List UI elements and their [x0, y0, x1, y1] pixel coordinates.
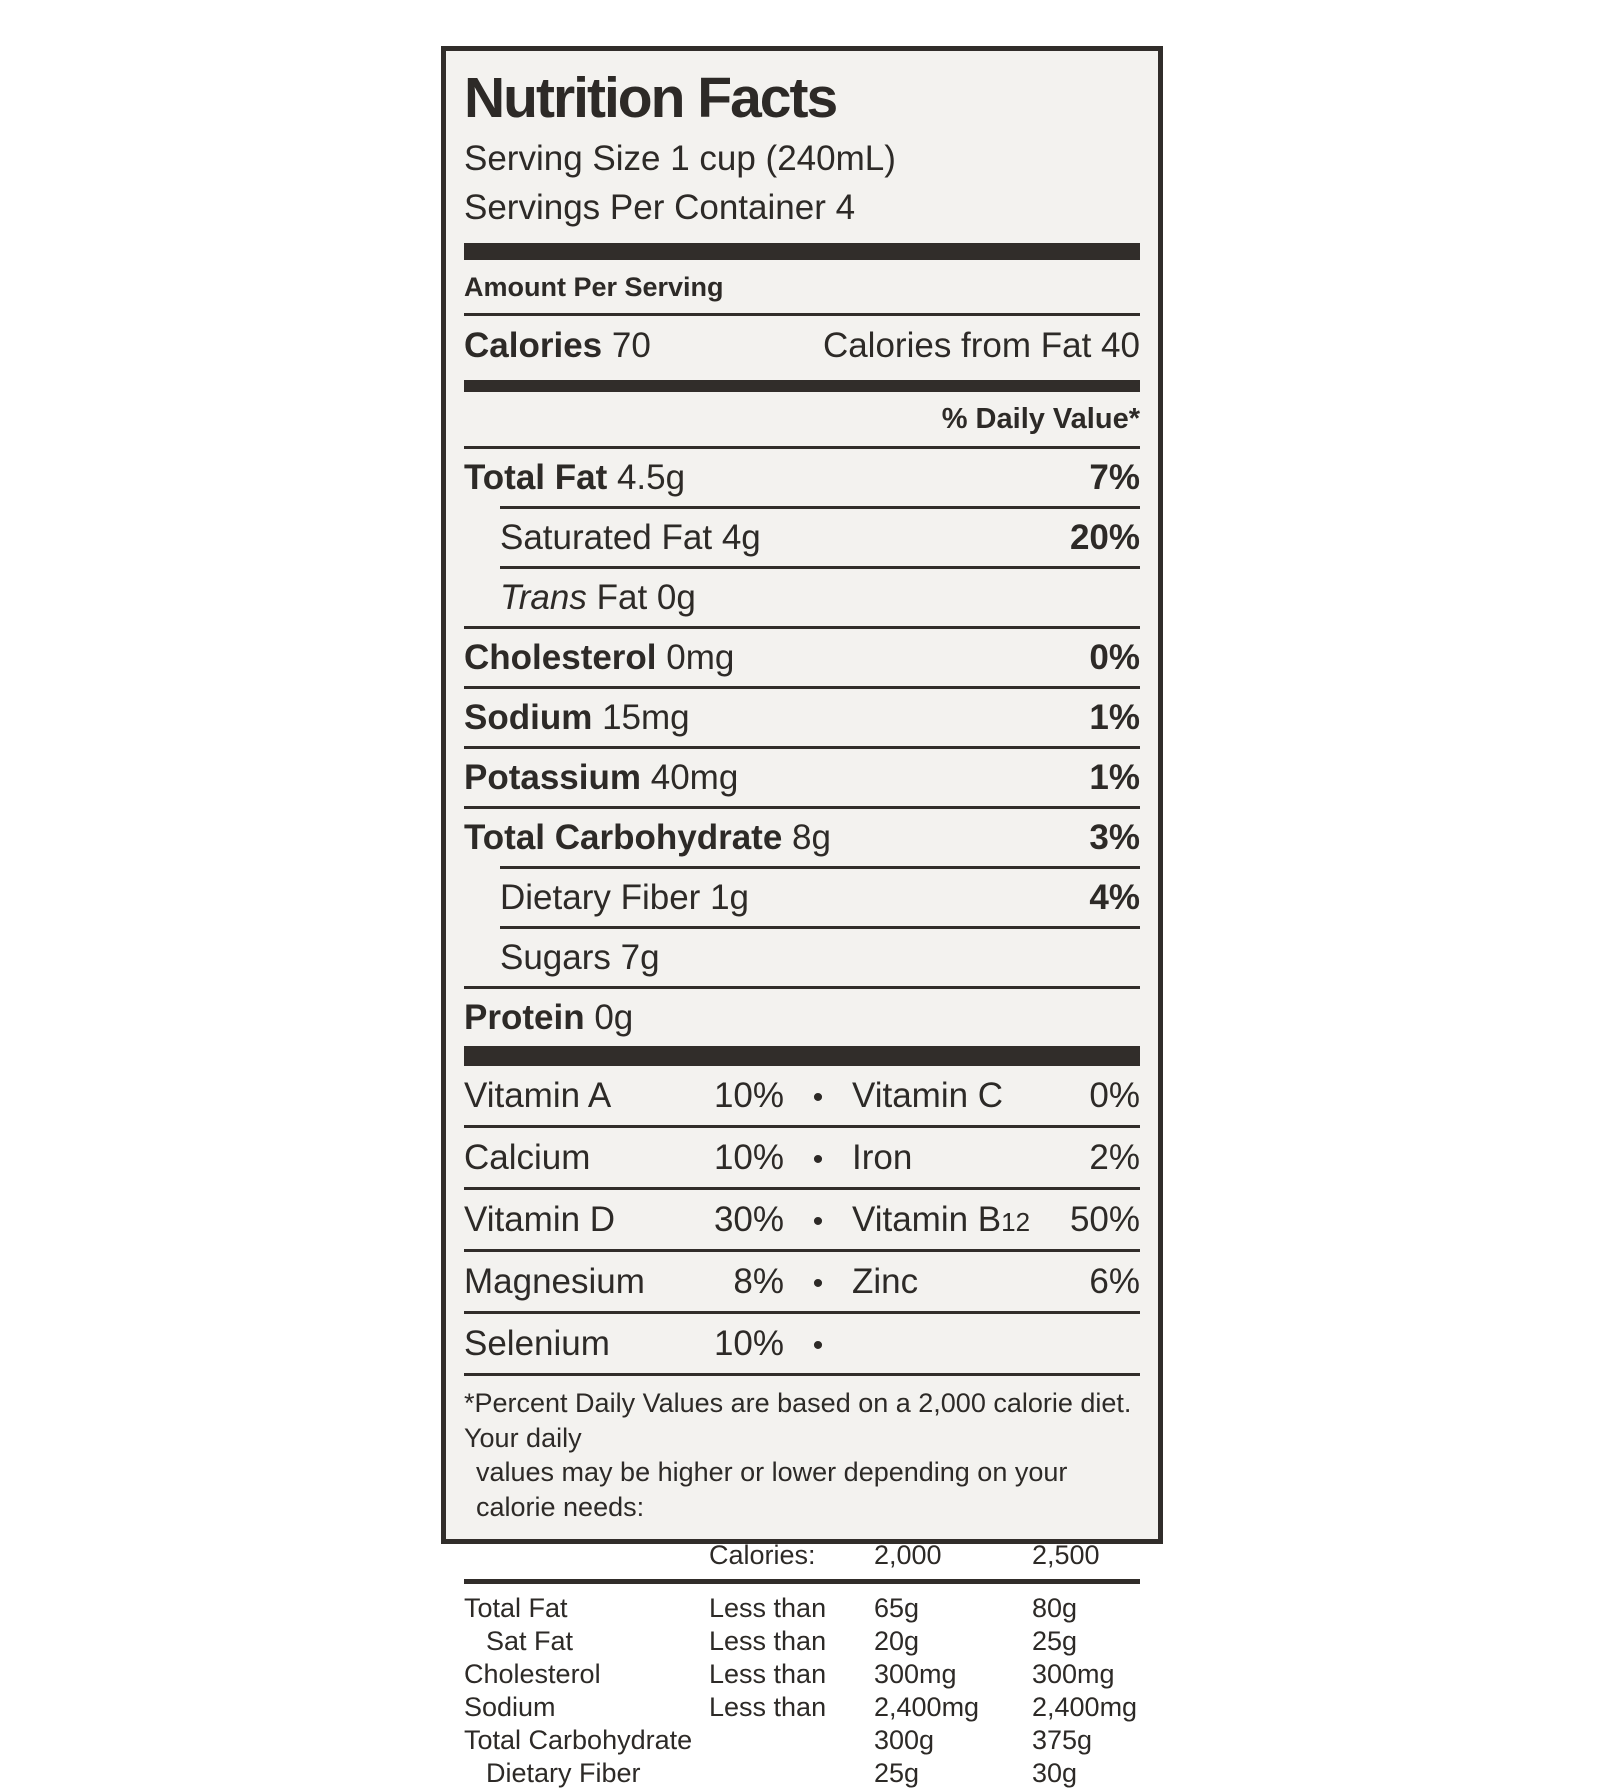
bullet-separator: • — [812, 1143, 824, 1177]
calories-number: 70 — [611, 326, 651, 366]
nutrient-amount: 15mg — [602, 698, 690, 738]
micronutrient-row-magnesium-zinc — [464, 1252, 1140, 1311]
ref-row-qualifier — [709, 1724, 874, 1757]
micro-right-value: 2% — [1089, 1138, 1140, 1178]
nutrient-row-cholesterol — [464, 629, 1140, 686]
ref-row-2500: 80g — [1032, 1593, 1078, 1624]
nutrient-row-sodium — [464, 689, 1140, 746]
nutrient-amount: 4g — [721, 518, 761, 558]
nutrient-name: Trans Fat 0g — [500, 578, 696, 618]
micro-right-name: Iron — [852, 1138, 913, 1178]
nutrient-amount: 1g — [710, 878, 749, 918]
reference-table-body — [464, 1584, 1140, 1790]
table-row — [464, 1757, 1140, 1790]
ref-row-2000: 20g — [874, 1626, 920, 1657]
nutrient-name: Cholesterol 0mg — [464, 638, 735, 678]
ref-row-2000: 300mg — [874, 1659, 957, 1690]
reference-table-header — [464, 1533, 1140, 1580]
table-row — [464, 1658, 1140, 1691]
micro-left-value: 10% — [713, 1324, 784, 1364]
calories-value — [464, 326, 651, 366]
ref-row-qualifier: Less than — [709, 1626, 827, 1657]
nutrient-amount: 0mg — [666, 638, 735, 678]
micronutrient-row-calcium-iron — [464, 1128, 1140, 1187]
nutrient-name: Total Fat 4.5g — [464, 458, 686, 498]
nutrient-name: Potassium 40mg — [464, 758, 739, 798]
ref-row-2000: 300g — [874, 1725, 935, 1756]
serving-size: Serving Size 1 cup (240mL) — [464, 138, 896, 178]
thick-divider-micronutrients — [464, 1046, 1140, 1066]
bullet-separator: • — [812, 1205, 824, 1239]
micro-right-value: 0% — [1089, 1076, 1140, 1116]
nutrient-row-total-carbohydrate — [464, 809, 1140, 866]
ref-row-2500: 375g — [1032, 1725, 1093, 1756]
nutrient-name: Protein 0g — [464, 998, 634, 1038]
ref-row-2500: 300mg — [1032, 1659, 1115, 1690]
nutrient-amount: 8g — [792, 818, 831, 858]
micro-left-name: Magnesium — [464, 1262, 645, 1302]
micro-left-name: Selenium — [464, 1324, 610, 1364]
ref-row-label: Total Fat — [464, 1593, 568, 1624]
nutrient-row-total-fat — [464, 449, 1140, 506]
nutrient-row-dietary-fiber — [464, 869, 1140, 926]
micronutrient-row-selenium — [464, 1314, 1140, 1373]
ref-header-calories: Calories: — [709, 1539, 816, 1570]
micro-right-name: Zinc — [852, 1262, 919, 1302]
daily-value-footnote — [464, 1376, 1140, 1532]
bullet-separator: • — [812, 1081, 824, 1115]
calories-label: Calories — [464, 326, 603, 366]
calories-row — [464, 316, 1140, 380]
ref-row-label: Total Carbohydrate — [464, 1725, 693, 1756]
micro-left-value: 30% — [713, 1200, 784, 1240]
calories-from-fat: Calories from Fat 40 — [822, 326, 1140, 366]
bullet-separator: • — [812, 1329, 824, 1363]
ref-row-2500: 2,400mg — [1032, 1692, 1138, 1723]
nutrient-dv: 1% — [1089, 758, 1140, 798]
nutrient-row-saturated-fat — [464, 509, 1140, 566]
ref-row-2000: 25g — [874, 1758, 920, 1789]
micro-right-value: 50% — [1069, 1200, 1140, 1240]
ref-row-qualifier: Less than — [709, 1692, 827, 1723]
nutrient-amount: 7g — [620, 938, 660, 978]
micro-left-name: Vitamin D — [464, 1200, 616, 1240]
ref-header-label — [464, 1539, 709, 1572]
nutrient-amount: 0g — [656, 578, 696, 618]
thick-divider-daily-value — [464, 380, 1140, 392]
nutrient-dv: 3% — [1089, 818, 1140, 858]
table-row — [464, 1724, 1140, 1757]
table-row — [464, 1592, 1140, 1625]
nutrient-dv: 0% — [1089, 638, 1140, 678]
table-row — [464, 1691, 1140, 1724]
nutrient-name: Saturated Fat 4g — [500, 518, 761, 558]
table-row — [464, 1625, 1140, 1658]
ref-row-label: Dietary Fiber — [486, 1758, 641, 1789]
micro-right-name: Vitamin B12 — [852, 1200, 1031, 1240]
thick-divider-top — [464, 243, 1140, 260]
ref-row-2500: 30g — [1032, 1758, 1078, 1789]
ref-row-qualifier — [709, 1757, 874, 1790]
ref-row-qualifier: Less than — [709, 1593, 827, 1624]
nutrient-row-trans-fat — [464, 569, 1140, 626]
amount-per-serving-label: Amount Per Serving — [464, 272, 724, 303]
ref-row-2500: 25g — [1032, 1626, 1078, 1657]
ref-row-label: Cholesterol — [464, 1659, 601, 1690]
nutrient-dv: 1% — [1089, 698, 1140, 738]
serving-info — [464, 135, 1140, 232]
ref-row-label: Sodium — [464, 1692, 556, 1723]
servings-per-container: Servings Per Container 4 — [464, 188, 856, 228]
bullet-separator: • — [812, 1267, 824, 1301]
micronutrient-row-vitamin-d-b12 — [464, 1190, 1140, 1249]
daily-value-header: % Daily Value* — [941, 403, 1140, 436]
nutrient-dv: 20% — [1069, 518, 1140, 558]
nutrition-facts-label — [441, 46, 1163, 1789]
micro-left-value: 10% — [713, 1138, 784, 1178]
micro-right-name: Vitamin C — [852, 1076, 1004, 1116]
b12-subscript: 12 — [1001, 1207, 1031, 1238]
nutrient-name: Dietary Fiber 1g — [500, 878, 749, 918]
ref-row-2000: 2,400mg — [874, 1692, 980, 1723]
micro-left-value: 8% — [733, 1262, 784, 1302]
ref-row-qualifier: Less than — [709, 1659, 827, 1690]
ref-header-2500: 2,500 — [1032, 1539, 1100, 1570]
nutrient-row-potassium — [464, 749, 1140, 806]
reference-table — [464, 1533, 1140, 1790]
micro-right-value: 6% — [1089, 1262, 1140, 1302]
nutrient-name: Sodium 15mg — [464, 698, 690, 738]
footnote-line-2: values may be higher or lower depending on your calorie needs: — [476, 1457, 1068, 1522]
micro-left-name: Vitamin A — [464, 1076, 612, 1116]
micro-left-name: Calcium — [464, 1138, 591, 1178]
label-title: Nutrition Facts — [464, 66, 837, 130]
nutrient-dv: 4% — [1089, 878, 1140, 918]
nutrient-amount: 0g — [594, 998, 634, 1038]
nutrient-dv: 7% — [1089, 458, 1140, 498]
ref-row-label: Sat Fat — [486, 1626, 574, 1657]
nutrient-name: Total Carbohydrate 8g — [464, 818, 831, 858]
nutrient-amount: 40mg — [650, 758, 739, 798]
micronutrient-row-vitamin-a-c — [464, 1066, 1140, 1125]
footnote-line-1: *Percent Daily Values are based on a 2,000 calorie diet. Your daily — [464, 1388, 1132, 1453]
nutrient-row-protein — [464, 989, 1140, 1046]
ref-row-2000: 65g — [874, 1593, 920, 1624]
nutrient-name: Sugars 7g — [500, 938, 660, 978]
nutrient-amount: 4.5g — [616, 458, 686, 498]
nutrient-row-sugars — [464, 929, 1140, 986]
ref-header-2000: 2,000 — [874, 1539, 942, 1570]
micro-left-value: 10% — [713, 1076, 784, 1116]
